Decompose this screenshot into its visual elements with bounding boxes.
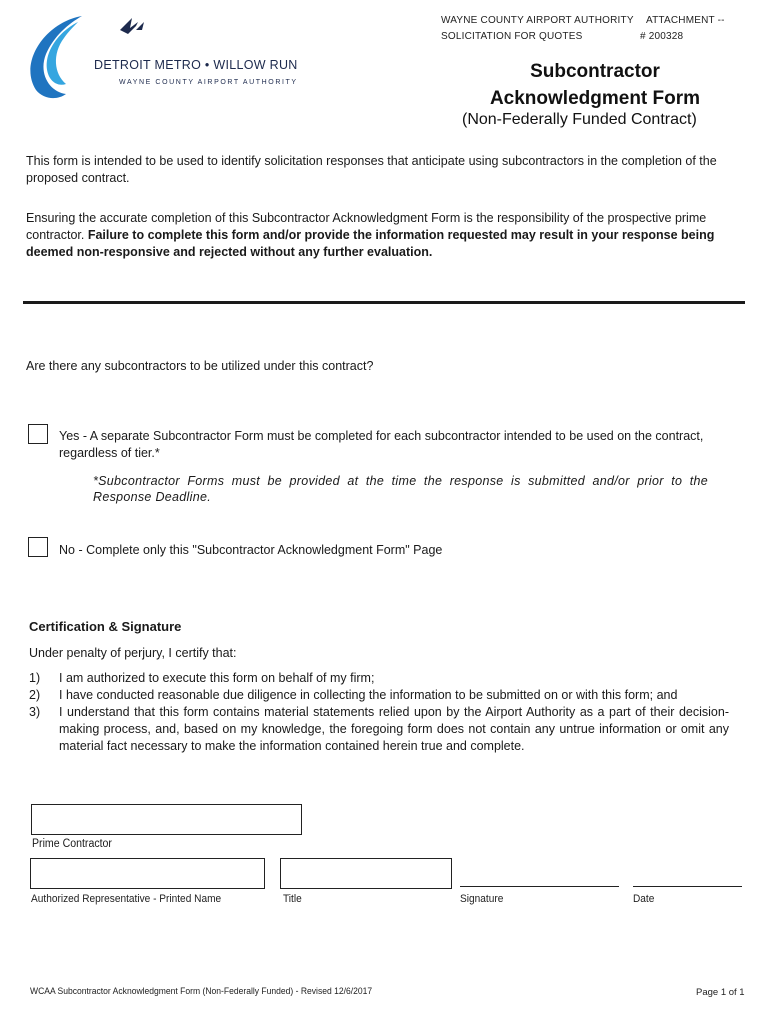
header-solicitation: SOLICITATION FOR QUOTES	[441, 31, 583, 42]
airport-logo	[24, 14, 324, 104]
responsibility-paragraph	[26, 210, 731, 261]
header-attachment: ATTACHMENT --	[646, 15, 725, 26]
list-item	[29, 670, 729, 687]
warning-text: Failure to complete this form and/or provide the information requested may result in your response being deemed non-responsive and rejected without any further evaluation.	[26, 228, 715, 259]
authorized-rep-label: Authorized Representative - Printed Name	[31, 893, 222, 905]
item-number: 1)	[29, 671, 41, 685]
perjury-statement: Under penalty of perjury, I certify that:	[29, 646, 237, 660]
title-line2: Acknowledgment Form	[489, 88, 701, 109]
footer-revision: WCAA Subcontractor Acknowledgment Form (Non-Federally Funded) - Revised 12/6/2017	[30, 986, 373, 996]
yes-checkbox[interactable]	[28, 424, 48, 444]
signature-label: Signature	[460, 893, 504, 905]
logo-tagline: WAYNE COUNTY AIRPORT AUTHORITY	[119, 79, 298, 86]
subcontractor-forms-note: *Subcontractor Forms must be provided at the time the response is submitted and/or prior to the Response Deadline.	[93, 474, 708, 504]
yes-option-label: Yes - A separate Subcontractor Form must be completed for each subcontractor intended to be used on the contract, regardless of tier.*	[59, 429, 704, 460]
certification-heading: Certification & Signature	[29, 619, 182, 634]
intro-paragraph: This form is intended to be used to identify solicitation responses that anticipate using subcontractors in the completion of the proposed contract.	[26, 154, 717, 185]
item-number: 3)	[29, 705, 41, 719]
authorized-rep-name-field[interactable]	[30, 858, 265, 889]
logo-name: DETROIT METRO • WILLOW RUN	[94, 58, 298, 72]
title-line1: Subcontractor	[530, 61, 660, 82]
page-title	[460, 58, 730, 112]
item-text: I have conducted reasonable due diligence in collecting the information to be submitted on or with this form; and	[59, 688, 678, 702]
date-label: Date	[633, 893, 655, 905]
prime-contractor-field[interactable]	[31, 804, 302, 835]
prime-contractor-label: Prime Contractor	[32, 838, 112, 850]
subcontractor-question: Are there any subcontractors to be utilized under this contract?	[26, 359, 374, 373]
logo-swoosh-icon	[30, 16, 82, 98]
signature-line[interactable]	[460, 886, 619, 887]
item-text: I understand that this form contains material statements relied upon by the Airport Authority as a part of their decision-making process, and, based on my knowledge, the foregoing form does not contain any untrue information or omit any material fact necessary to make the information contained herein true and complete.	[59, 705, 729, 753]
item-text: I am authorized to execute this form on behalf of my firm;	[59, 671, 375, 685]
list-item	[29, 687, 729, 704]
logo-plane-icon	[120, 18, 138, 34]
certification-list	[29, 670, 729, 755]
page-subtitle: (Non-Federally Funded Contract)	[462, 111, 697, 128]
item-number: 2)	[29, 688, 41, 702]
page-number: Page 1 of 1	[696, 987, 745, 998]
no-option-label: No - Complete only this "Subcontractor Acknowledgment Form" Page	[59, 543, 443, 557]
section-divider	[23, 301, 745, 304]
responsibility-text: Ensuring the accurate completion of this Subcontractor Acknowledgment Form is the responsibility of the prospective prime contractor.	[26, 211, 707, 242]
title-label: Title	[283, 893, 302, 905]
header-authority: WAYNE COUNTY AIRPORT AUTHORITY	[441, 15, 634, 26]
date-line[interactable]	[633, 886, 742, 887]
list-item	[29, 704, 729, 755]
header-number: # 200328	[640, 31, 684, 42]
title-field[interactable]	[280, 858, 452, 889]
no-checkbox[interactable]	[28, 537, 48, 557]
